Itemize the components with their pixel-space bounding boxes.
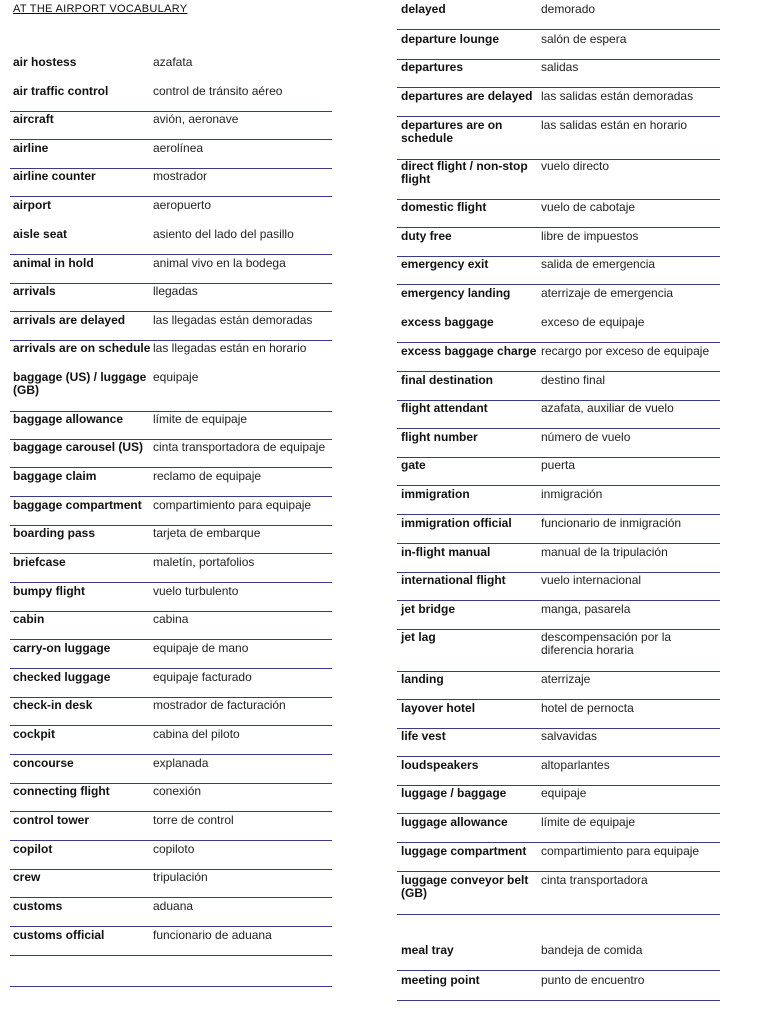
spanish-translation: aduana [153, 899, 194, 913]
vocabulary-row [10, 843, 332, 870]
english-term: baggage claim [13, 469, 97, 483]
vocabulary-row [10, 314, 332, 341]
vocabulary-row [10, 113, 332, 140]
vocabulary-row [397, 316, 720, 343]
spanish-translation: aterrizaje [541, 672, 591, 686]
spanish-translation: número de vuelo [541, 430, 631, 444]
vocabulary-row [10, 342, 332, 368]
english-term: luggage allowance [401, 815, 508, 829]
vocabulary-row [397, 974, 720, 1001]
vocabulary-row [10, 958, 332, 984]
spanish-translation: copiloto [153, 842, 195, 856]
spanish-translation: explanada [153, 756, 209, 770]
spanish-translation: azafata, auxiliar de vuelo [541, 401, 674, 415]
spanish-translation: vuelo internacional [541, 573, 642, 587]
spanish-translation: aeropuerto [153, 198, 212, 212]
vocabulary-row [397, 287, 720, 313]
vocabulary-row [397, 374, 720, 401]
english-term: customs official [13, 928, 105, 942]
spanish-translation: cinta transportadora de equipaje [153, 440, 326, 454]
spanish-translation: vuelo de cabotaje [541, 200, 636, 214]
spanish-translation: manga, pasarela [541, 602, 631, 616]
vocabulary-row [10, 371, 332, 412]
english-term: airport [13, 198, 52, 212]
english-term: arrivals are on schedule [13, 341, 151, 355]
vocabulary-row [397, 816, 720, 843]
vocabulary-row [10, 671, 332, 698]
english-term: direct flight / non-stop flight [401, 159, 528, 186]
english-term: air traffic control [13, 84, 109, 98]
spanish-translation: control de tránsito aéreo [153, 84, 283, 98]
vocabulary-row [397, 119, 720, 160]
vocabulary-row [10, 441, 332, 468]
english-term: cabin [13, 612, 45, 626]
vocabulary-row [397, 546, 720, 573]
spanish-translation: exceso de equipaje [541, 315, 645, 329]
spanish-translation: avión, aeronave [153, 112, 239, 126]
english-term: luggage conveyor belt (GB) [401, 873, 529, 900]
spanish-translation: bandeja de comida [541, 943, 643, 957]
english-term: departures are on schedule [401, 118, 503, 145]
vocabulary-row [10, 986, 332, 987]
spanish-translation: las salidas están en horario [541, 118, 688, 132]
english-term: baggage compartment [13, 498, 142, 512]
vocabulary-row [397, 431, 720, 458]
spanish-translation: equipaje [541, 786, 587, 800]
vocabulary-row [10, 413, 332, 440]
english-term: copilot [13, 842, 53, 856]
vocabulary-row [397, 33, 720, 60]
vocabulary-row [10, 585, 332, 612]
spanish-translation: cabina del piloto [153, 727, 240, 741]
english-term: layover hotel [401, 701, 476, 715]
spanish-translation: maletín, portafolios [153, 555, 255, 569]
spanish-translation: tripulación [153, 870, 208, 884]
vocabulary-row [10, 85, 332, 112]
spanish-translation: torre de control [153, 813, 234, 827]
spanish-translation: destino final [541, 373, 606, 387]
vocabulary-row [10, 470, 332, 497]
spanish-translation: inmigración [541, 487, 603, 501]
vocabulary-row [397, 845, 720, 872]
vocabulary-row [397, 944, 720, 971]
english-term: crew [13, 870, 41, 884]
english-term: life vest [401, 729, 446, 743]
spanish-translation: equipaje [153, 370, 199, 384]
english-term: emergency landing [401, 286, 511, 300]
english-term: domestic flight [401, 200, 487, 214]
vocabulary-row [397, 230, 720, 257]
english-term: meal tray [401, 943, 454, 957]
vocabulary-row [10, 785, 332, 812]
vocabulary-row [397, 201, 720, 228]
vocabulary-row [10, 728, 332, 755]
english-term: airline [13, 141, 49, 155]
spanish-translation: salidas [541, 60, 579, 74]
english-term: aisle seat [13, 227, 68, 241]
spanish-translation: funcionario de inmigración [541, 516, 682, 530]
english-term: airline counter [13, 169, 96, 183]
english-term: departures are delayed [401, 89, 533, 103]
vocabulary-row [397, 787, 720, 814]
spanish-translation: equipaje facturado [153, 670, 252, 684]
english-term: jet lag [401, 630, 436, 644]
vocabulary-row [397, 702, 720, 729]
vocabulary-row [10, 527, 332, 554]
vocabulary-row [397, 488, 720, 515]
english-term: excess baggage charge [401, 344, 537, 358]
spanish-translation: aterrizaje de emergencia [541, 286, 674, 300]
english-term: boarding pass [13, 526, 96, 540]
vocabulary-row [10, 285, 332, 312]
spanish-translation: reclamo de equipaje [153, 469, 262, 483]
spanish-translation: salón de espera [541, 32, 627, 46]
english-term: arrivals [13, 284, 56, 298]
vocabulary-row [10, 757, 332, 784]
vocabulary-row [10, 170, 332, 197]
spanish-translation: límite de equipaje [541, 815, 636, 829]
english-term: cockpit [13, 727, 56, 741]
vocabulary-row [397, 459, 720, 486]
english-term: baggage (US) / luggage (GB) [13, 370, 147, 397]
english-term: gate [401, 458, 426, 472]
english-term: animal in hold [13, 256, 94, 270]
spanish-translation: manual de la tripulación [541, 545, 668, 559]
english-term: bumpy flight [13, 584, 85, 598]
english-term: international flight [401, 573, 506, 587]
english-term: baggage carousel (US) [13, 440, 144, 454]
spanish-translation: compartimiento para equipaje [541, 844, 700, 858]
vocabulary-row [397, 517, 720, 544]
english-term: control tower [13, 813, 90, 827]
spanish-translation: las llegadas están demoradas [153, 313, 313, 327]
english-term: jet bridge [401, 602, 456, 616]
page-title: AT THE AIRPORT VOCABULARY [13, 3, 188, 15]
english-term: baggage allowance [13, 412, 124, 426]
english-term: departure lounge [401, 32, 500, 46]
spanish-translation: hotel de pernocta [541, 701, 634, 715]
spanish-translation: mostrador [153, 169, 208, 183]
english-term: loudspeakers [401, 758, 479, 772]
vocabulary-row [397, 874, 720, 915]
vocabulary-row [10, 257, 332, 284]
vocabulary-row [10, 929, 332, 956]
spanish-translation: vuelo turbulento [153, 584, 239, 598]
vocabulary-row [397, 730, 720, 757]
vocabulary-row [10, 900, 332, 927]
spanish-translation: salida de emergencia [541, 257, 656, 271]
spanish-translation: vuelo directo [541, 159, 610, 173]
spanish-translation: punto de encuentro [541, 973, 645, 987]
vocabulary-row [397, 574, 720, 601]
english-term: immigration official [401, 516, 512, 530]
english-term: customs [13, 899, 63, 913]
english-term: duty free [401, 229, 452, 243]
spanish-translation: azafata [153, 55, 193, 69]
vocabulary-row [10, 199, 332, 225]
spanish-translation: salvavidas [541, 729, 598, 743]
vocabulary-row [10, 142, 332, 169]
vocabulary-row [10, 56, 332, 82]
vocabulary-row [397, 402, 720, 429]
english-term: final destination [401, 373, 494, 387]
spanish-translation: aerolínea [153, 141, 204, 155]
spanish-translation: límite de equipaje [153, 412, 248, 426]
vocabulary-row [397, 90, 720, 117]
vocabulary-row [10, 228, 332, 255]
vocabulary-row [397, 61, 720, 88]
english-term: landing [401, 672, 444, 686]
spanish-translation: recargo por exceso de equipaje [541, 344, 710, 358]
spanish-translation: funcionario de aduana [153, 928, 272, 942]
english-term: luggage compartment [401, 844, 527, 858]
spanish-translation: cinta transportadora [541, 873, 648, 887]
english-term: connecting flight [13, 784, 110, 798]
english-term: delayed [401, 2, 446, 16]
vocabulary-row [10, 613, 332, 640]
vocabulary-row [397, 631, 720, 672]
vocabulary-row [397, 345, 720, 372]
english-term: checked luggage [13, 670, 111, 684]
spanish-translation: cabina [153, 612, 189, 626]
vocabulary-row [397, 603, 720, 630]
spanish-translation: las llegadas están en horario [153, 341, 307, 355]
english-term: excess baggage [401, 315, 494, 329]
spanish-translation: descompensación por la diferencia horaria [541, 630, 672, 657]
english-term: arrivals are delayed [13, 313, 126, 327]
spanish-translation: llegadas [153, 284, 198, 298]
vocabulary-row [397, 160, 720, 200]
english-term: check-in desk [13, 698, 93, 712]
english-term: aircraft [13, 112, 54, 126]
english-term: emergency exit [401, 257, 489, 271]
vocabulary-row [397, 3, 720, 30]
english-term: flight number [401, 430, 478, 444]
english-term: air hostess [13, 55, 77, 69]
english-term: immigration [401, 487, 470, 501]
spanish-translation: animal vivo en la bodega [153, 256, 286, 270]
english-term: luggage / baggage [401, 786, 507, 800]
english-term: flight attendant [401, 401, 488, 415]
spanish-translation: asiento del lado del pasillo [153, 227, 294, 241]
spanish-translation: demorado [541, 2, 596, 16]
spanish-translation: puerta [541, 458, 576, 472]
spanish-translation: altoparlantes [541, 758, 610, 772]
vocabulary-row [10, 499, 332, 526]
english-term: concourse [13, 756, 74, 770]
vocabulary-row [397, 673, 720, 700]
spanish-translation: las salidas están demoradas [541, 89, 694, 103]
vocabulary-row [397, 918, 720, 944]
spanish-translation: equipaje de mano [153, 641, 249, 655]
spanish-translation: mostrador de facturación [153, 698, 286, 712]
english-term: in-flight manual [401, 545, 491, 559]
vocabulary-row [10, 642, 332, 669]
spanish-translation: libre de impuestos [541, 229, 639, 243]
vocabulary-row [10, 699, 332, 726]
spanish-translation: conexión [153, 784, 202, 798]
english-term: departures [401, 60, 464, 74]
vocabulary-row [10, 556, 332, 583]
spanish-translation: tarjeta de embarque [153, 526, 261, 540]
english-term: briefcase [13, 555, 66, 569]
vocabulary-row [397, 759, 720, 786]
spanish-translation: compartimiento para equipaje [153, 498, 312, 512]
vocabulary-row [10, 871, 332, 898]
english-term: meeting point [401, 973, 480, 987]
vocabulary-row [397, 258, 720, 285]
english-term: carry-on luggage [13, 641, 111, 655]
vocabulary-row [10, 814, 332, 841]
